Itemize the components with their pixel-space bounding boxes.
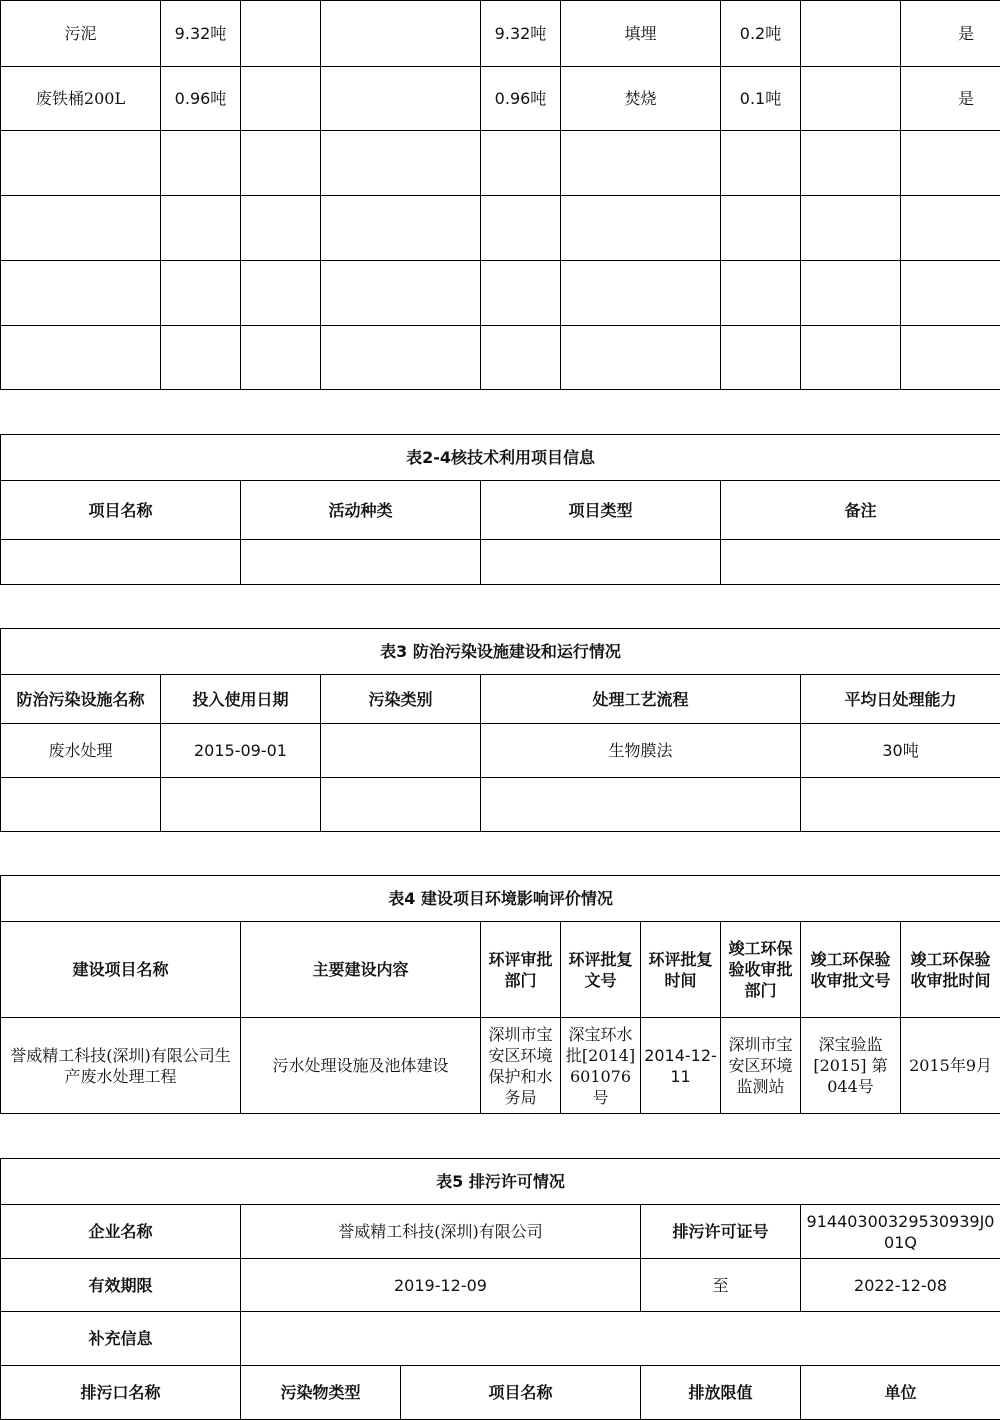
column-header: 污染物类型: [241, 1366, 401, 1420]
table-row: [1, 67, 1000, 131]
column-header: 活动种类: [241, 481, 481, 540]
table-5-permit: [0, 1158, 1000, 1420]
waste-flag: 是: [901, 1, 1000, 67]
valid-from: 2019-12-09: [241, 1259, 641, 1312]
column-header: 投入使用日期: [161, 675, 321, 724]
column-header: 竣工环保验收审批时间: [901, 922, 1000, 1018]
table-row: [1, 196, 1000, 261]
to-label: 至: [641, 1259, 801, 1312]
column-header: 环评批复时间: [641, 922, 721, 1018]
waste-cell: [321, 1, 481, 67]
waste-amount: 0.96吨: [481, 67, 561, 131]
facility-process: 生物膜法: [481, 724, 801, 778]
table-4-eia: [0, 875, 1000, 1114]
waste-table: [0, 0, 1000, 390]
waste-method: 焚烧: [561, 67, 721, 131]
column-header: 环评审批部门: [481, 922, 561, 1018]
permit-label: 排污许可证号: [641, 1205, 801, 1259]
waste-flag: 是: [901, 67, 1000, 131]
table-title: 表3 防治污染设施建设和运行情况: [1, 629, 1000, 675]
waste-produced: 0.96吨: [161, 67, 241, 131]
table-row: [1, 1018, 1000, 1114]
eia-date: 2014-12-11: [641, 1018, 721, 1114]
waste-cell: [801, 1, 901, 67]
column-header: 项目名称: [1, 481, 241, 540]
waste-cell: [801, 67, 901, 131]
acceptance-date: 2015年9月: [901, 1018, 1000, 1114]
column-header: 竣工环保验收审批文号: [801, 922, 901, 1018]
extra-info-label: 补充信息: [1, 1312, 241, 1366]
column-header: 防治污染设施名称: [1, 675, 161, 724]
acceptance-dept: 深圳市宝安区环境监测站: [721, 1018, 801, 1114]
waste-cell: [321, 67, 481, 131]
permit-number: 91440300329530939J001Q: [801, 1205, 1000, 1259]
column-header: 项目名称: [401, 1366, 641, 1420]
waste-cell: [241, 1, 321, 67]
company-label: 企业名称: [1, 1205, 241, 1259]
table-row: [1, 540, 1000, 585]
waste-name: 污泥: [1, 1, 161, 67]
eia-doc-number: 深宝环水批[2014]601076号: [561, 1018, 641, 1114]
column-header: 备注: [721, 481, 1000, 540]
eia-dept: 深圳市宝安区环境保护和水务局: [481, 1018, 561, 1114]
waste-cell: [241, 67, 321, 131]
column-header: 污染类别: [321, 675, 481, 724]
column-header: 主要建设内容: [241, 922, 481, 1018]
table-row: [1, 261, 1000, 326]
table-row: [1, 326, 1000, 390]
column-header: 环评批复文号: [561, 922, 641, 1018]
waste-method: 填埋: [561, 1, 721, 67]
table-row: [1, 1, 1000, 67]
column-header: 竣工环保验收审批部门: [721, 922, 801, 1018]
waste-method-amount: 0.2吨: [721, 1, 801, 67]
table-row: [1, 131, 1000, 196]
table-row: [1, 724, 1000, 778]
column-header: 平均日处理能力: [801, 675, 1000, 724]
column-header: 建设项目名称: [1, 922, 241, 1018]
acceptance-doc-number: 深宝验监[2015] 第044号: [801, 1018, 901, 1114]
eia-content: 污水处理设施及池体建设: [241, 1018, 481, 1114]
extra-info-value: [241, 1312, 1000, 1366]
table-title: 表4 建设项目环境影响评价情况: [1, 876, 1000, 922]
valid-to: 2022-12-08: [801, 1259, 1000, 1312]
column-header: 排放限值: [641, 1366, 801, 1420]
eia-project-name: 誉威精工科技(深圳)有限公司生产废水处理工程: [1, 1018, 241, 1114]
waste-produced: 9.32吨: [161, 1, 241, 67]
facility-capacity: 30吨: [801, 724, 1000, 778]
waste-method-amount: 0.1吨: [721, 67, 801, 131]
column-header: 排污口名称: [1, 1366, 241, 1420]
table-3-pollution-facilities: [0, 628, 1000, 832]
table-title: 表5 排污许可情况: [1, 1159, 1000, 1205]
validity-label: 有效期限: [1, 1259, 241, 1312]
table-row: [1, 778, 1000, 832]
table-2-4-nuclear: [0, 434, 1000, 585]
facility-name: 废水处理: [1, 724, 161, 778]
facility-category: [321, 724, 481, 778]
company-name: 誉威精工科技(深圳)有限公司: [241, 1205, 641, 1259]
table-title: 表2-4核技术利用项目信息: [1, 435, 1000, 481]
column-header: 处理工艺流程: [481, 675, 801, 724]
facility-date: 2015-09-01: [161, 724, 321, 778]
waste-name: 废铁桶200L: [1, 67, 161, 131]
column-header: 项目类型: [481, 481, 721, 540]
waste-amount: 9.32吨: [481, 1, 561, 67]
column-header: 单位: [801, 1366, 1000, 1420]
